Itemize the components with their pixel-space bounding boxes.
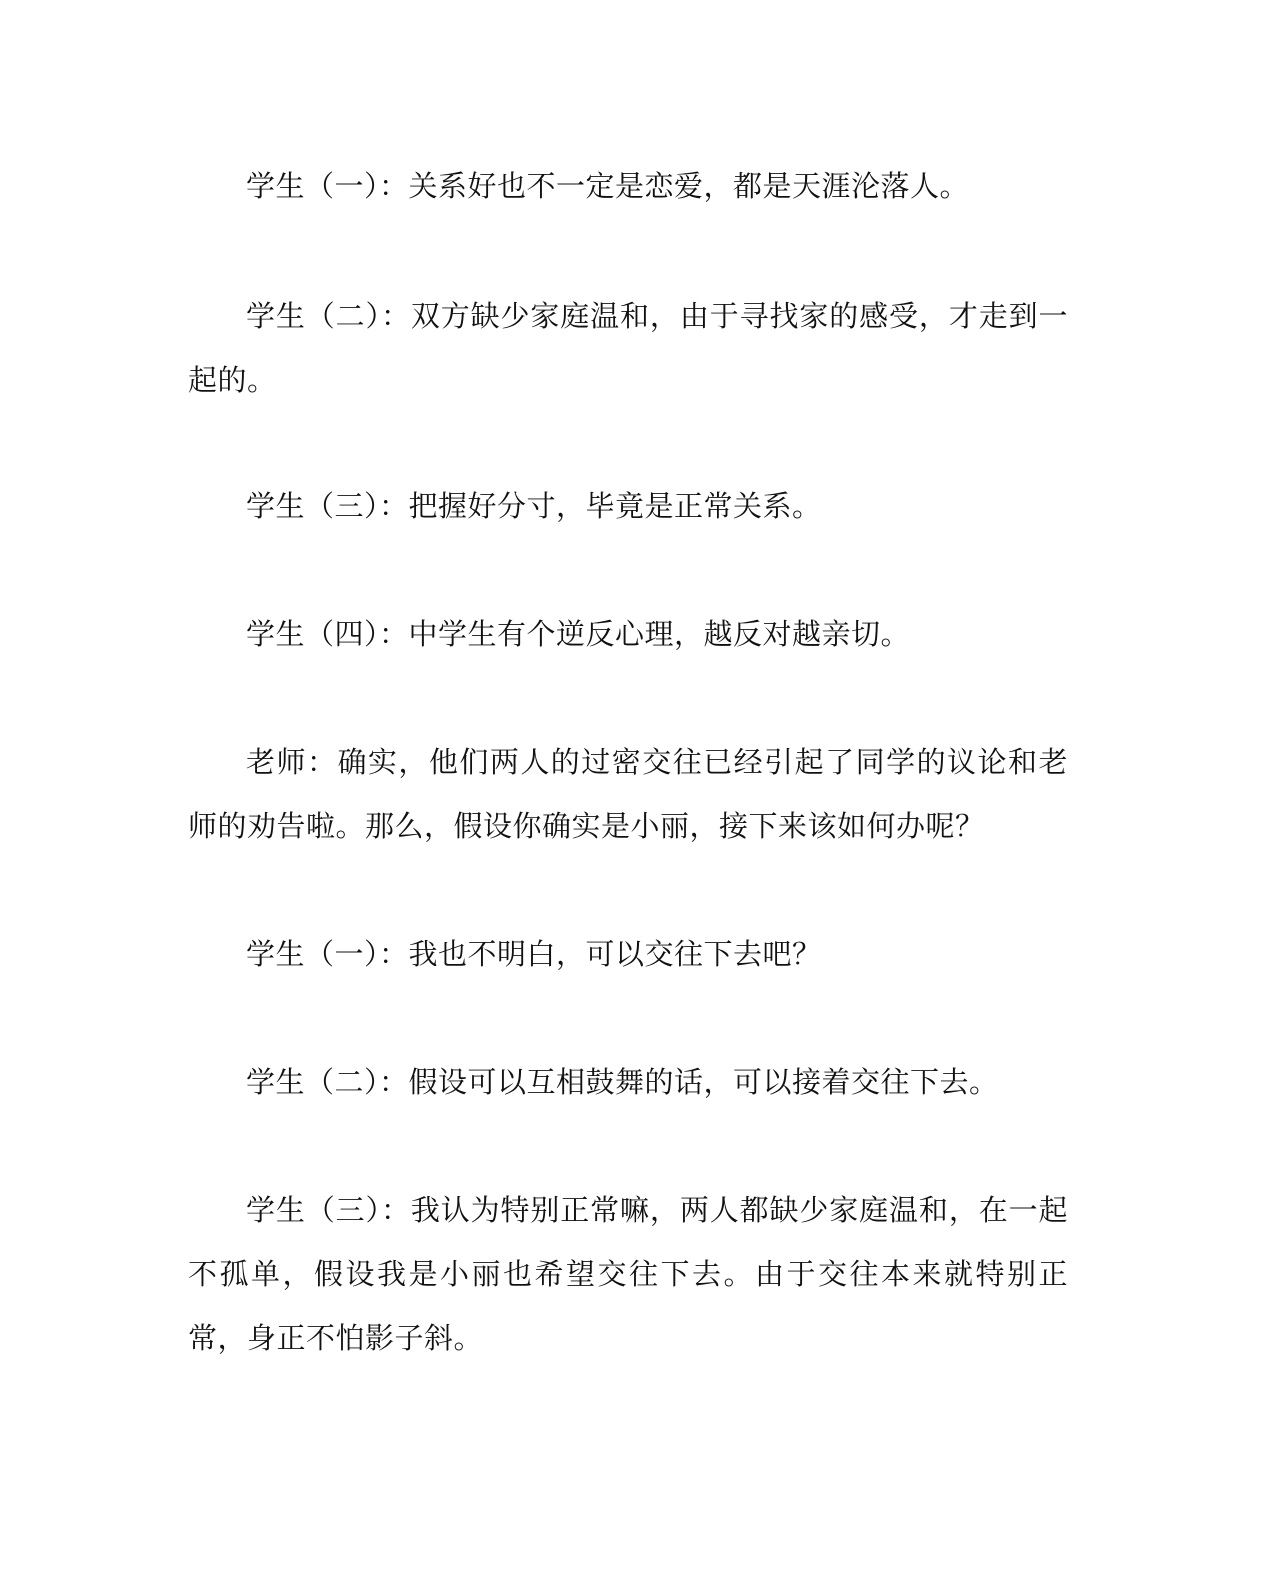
dialogue-paragraph: 学生（一）：我也不明白，可以交往下去吧？ (246, 937, 822, 971)
dialogue-paragraph: 学生（一）：关系好也不一定是恋爱，都是天涯沦落人。 (246, 169, 970, 203)
dialogue-paragraph: 学生（三）：我认为特别正常嘛，两人都缺少家庭温和，在一起不孤单，假设我是小丽也希望交往下去。由于交往本来就特别正常，身正不怕影子斜。 (188, 1193, 1068, 1355)
dialogue-paragraph: 学生（二）：假设可以互相鼓舞的话，可以接着交往下去。 (246, 1065, 999, 1099)
dialogue-paragraph: 学生（二）：双方缺少家庭温和，由于寻找家的感受，才走到一起的。 (188, 299, 1068, 397)
dialogue-paragraph: 学生（三）：把握好分寸，毕竟是正常关系。 (246, 489, 822, 523)
dialogue-paragraph: 老师：确实，他们两人的过密交往已经引起了同学的议论和老师的劝告啦。那么，假设你确实是小丽，接下来该如何办呢？ (188, 745, 1068, 843)
dialogue-paragraph: 学生（四）：中学生有个逆反心理，越反对越亲切。 (246, 617, 911, 651)
